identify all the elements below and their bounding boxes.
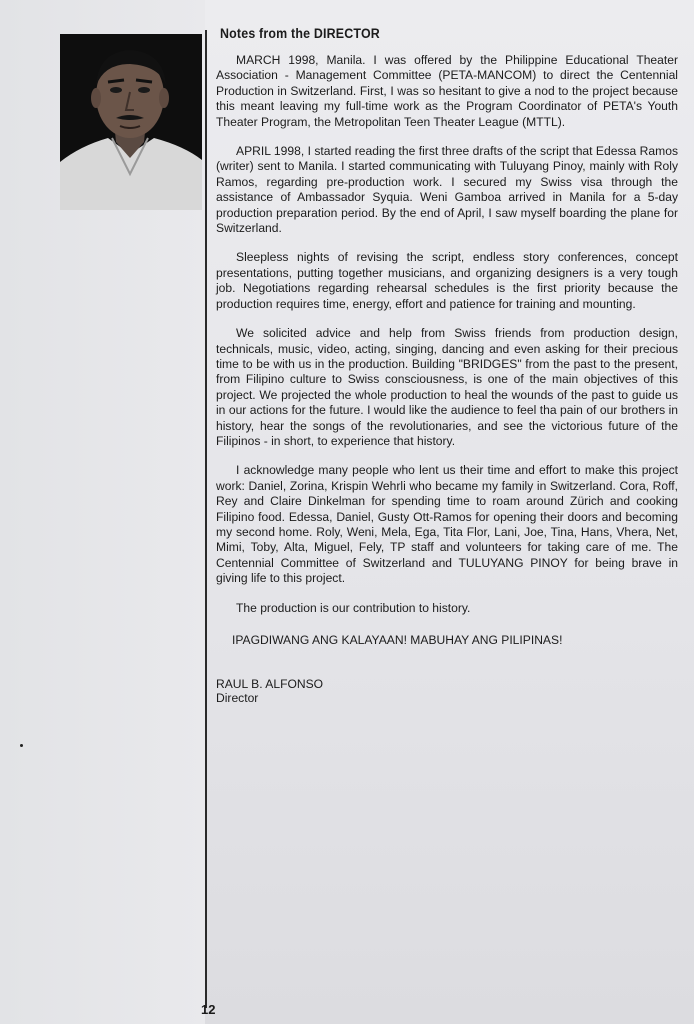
paragraph-april: APRIL 1998, I started reading the first three drafts of the script that Edessa Ramos (writer) sent to Manila. I started communicating with Tuluyang Pinoy, mainly with Roly Ramos, regarding pre-production work. I secured my Swiss visa through the assistance of Ambassador Syquia. Weni Gamboa arrived in Manila for a 5-day production preparation period. By the end of April, I saw myself boarding the plane for Switzerland. bbox=[216, 144, 678, 236]
article-column bbox=[216, 26, 678, 705]
director-portrait-photo bbox=[60, 34, 202, 210]
signature-name: RAUL B. ALFONSO bbox=[216, 676, 324, 691]
paragraph-acknowledgements: I acknowledge many people who lent us their time and effort to make this project work: Daniel, Zorina, Krispin Wehrli who became my family in Switzerland. Cora, Roff, Rey and Claire Dinkelman for spending time to roam around Zürich and cooking Filipino food. Edessa, Daniel, Gusty Ott-Ramos for opening their doors and becoming my second home. Roly, Weni, Mela, Ega, Tita Flor, Lani, Joe, Tina, Hans, Vhera, Net, Mimi, Toby, Alta, Miguel, Fely, TP staff and volunteers for taking care of me. The Centennial Committee of Switzerland and TULUYANG PINOY for being brave in giving life to this project. bbox=[216, 463, 678, 586]
paragraph-march: MARCH 1998, Manila. I was offered by the Philippine Educational Theater Association - Management Committee (PETA-MANCOM) to direct the Centennial Production in Switzerland. First, I was so hesitant to give a nod to the project because this meant leaving my full-time work as the Program Coordinator of PETA's Youth Theater Program, the Metropolitan Teen Theater League (MTTL). bbox=[216, 53, 678, 129]
signature-title: Director bbox=[216, 690, 259, 705]
page-number: 12 bbox=[201, 1002, 216, 1017]
closing-line: The production is our contribution to history. bbox=[236, 600, 471, 615]
paragraph-swiss-friends: We solicited advice and help from Swiss friends from production design, technicals, music, video, acting, singing, dancing and even asking for their precious time to be with us in the production. Building "BRIDGES" from the past to the present, from Filipino culture to Swiss consciousness, is one of the main objectives of this project. We projected the whole production to heal the wounds of the past to guide us in our actions for the future. I would like the audience to feel tha pain of our brothers in history, hear the songs of the revolutionaries, and see the victorious future of the Filipinos - in short, to experience that history. bbox=[216, 326, 678, 448]
closing-exclamation: IPAGDIWANG ANG KALAYAAN! MABUHAY ANG PILIPINAS! bbox=[232, 632, 563, 647]
article-heading: Notes from the DIRECTOR bbox=[220, 26, 380, 41]
margin-speck bbox=[20, 744, 23, 747]
portrait-illustration bbox=[60, 34, 202, 210]
paragraph-sleepless-nights: Sleepless nights of revising the script, endless story conferences, concept presentations, putting together musicians, and organizing designers is a very tough job. Negotiations regarding rehearsal schedules is the first priority because the production requires time, energy, effort and patience for training and mounting. bbox=[216, 250, 678, 311]
vertical-divider-rule bbox=[205, 30, 207, 1008]
